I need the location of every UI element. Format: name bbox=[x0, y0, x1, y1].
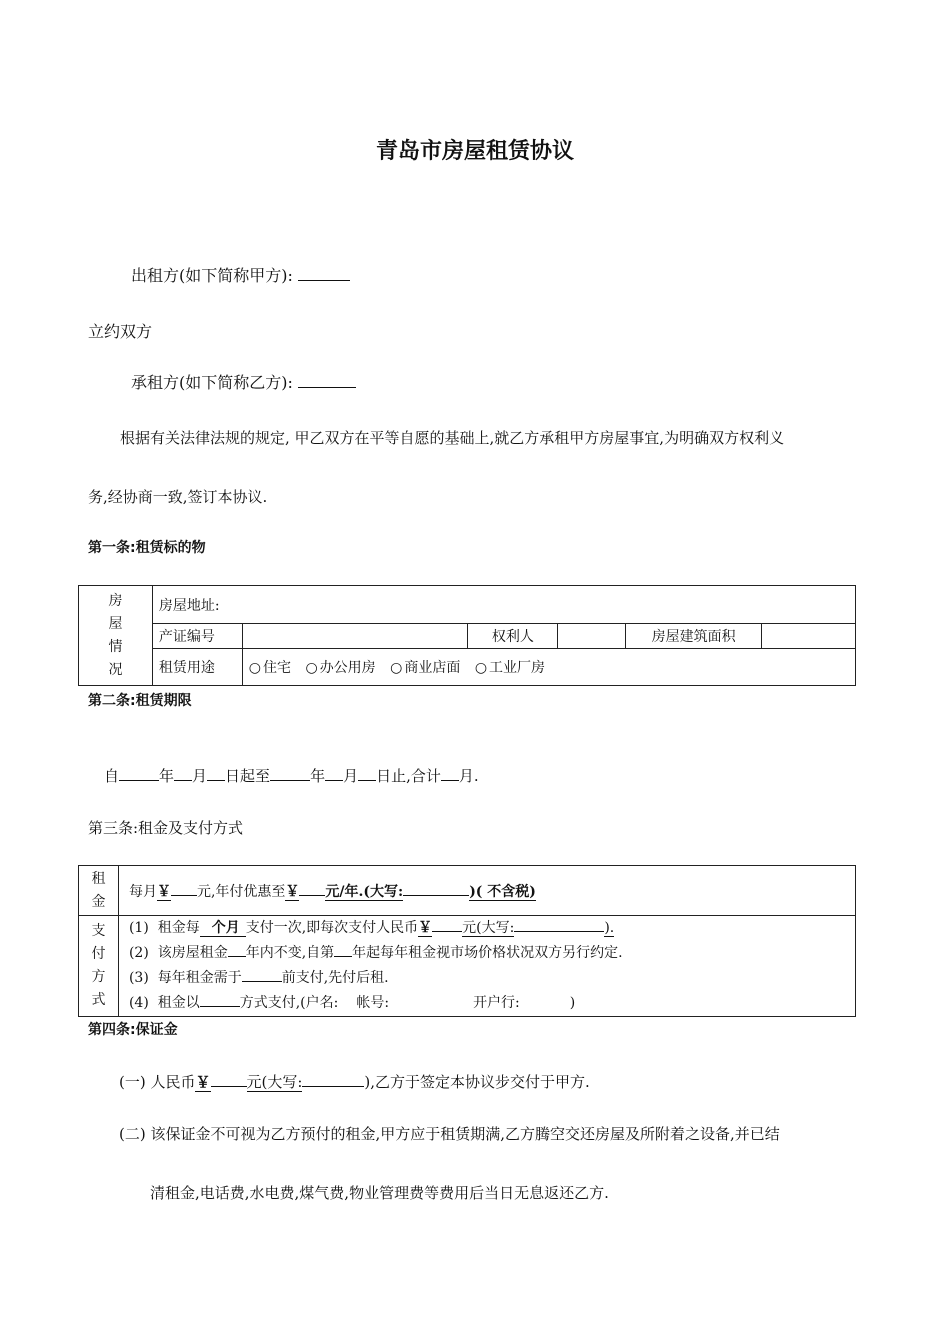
use-label: 租赁用途 bbox=[152, 649, 242, 686]
lessee-blank[interactable] bbox=[298, 371, 356, 388]
lessee-label: 承租方(如下简称乙方): bbox=[131, 373, 293, 392]
term-start-month[interactable] bbox=[174, 765, 192, 781]
item-text: 支付一次,即每次支付人民币 bbox=[245, 920, 419, 936]
item-text: 租金每 bbox=[157, 920, 200, 936]
side-char: 房 bbox=[108, 592, 123, 609]
side-char: 屋 bbox=[108, 615, 123, 632]
term-text: 月 bbox=[343, 767, 359, 785]
article1-heading: 第一条:租赁标的物 bbox=[88, 540, 206, 556]
lessor-label: 出租方(如下简称甲方): bbox=[131, 266, 293, 285]
payment-items bbox=[118, 916, 855, 1017]
item-text: 开户行: bbox=[473, 995, 520, 1011]
parties-group-label: 立约双方 bbox=[88, 322, 153, 341]
term-text: 年 bbox=[159, 767, 175, 785]
deposit-text: ),乙方于签定本协议步交付于甲方. bbox=[364, 1073, 590, 1091]
rent-words-blank[interactable] bbox=[403, 881, 469, 896]
payment-item-4 bbox=[129, 991, 849, 1016]
rent-tax-note: )( 不含税) bbox=[469, 883, 536, 900]
rent-monthly-blank[interactable] bbox=[171, 881, 197, 896]
rent-text: 元,年付优惠至 bbox=[196, 883, 286, 900]
use-options bbox=[242, 649, 855, 686]
payment-item-1 bbox=[129, 916, 849, 941]
side-char: 方 bbox=[91, 969, 106, 985]
use-option-shop[interactable]: ○ 商业店面 bbox=[390, 660, 460, 676]
cert-label: 产证编号 bbox=[152, 624, 242, 649]
term-end-year[interactable] bbox=[270, 765, 310, 781]
deposit-yen: ￥ bbox=[195, 1073, 211, 1091]
side-char: 支 bbox=[91, 923, 106, 939]
term-text: 日起至 bbox=[225, 767, 271, 785]
item-text: 租金以 bbox=[157, 995, 200, 1011]
deposit-text: 元(大写: bbox=[246, 1073, 303, 1091]
item-number: (2) bbox=[128, 945, 149, 961]
article2-heading: 第二条:租赁期限 bbox=[88, 693, 192, 709]
item-number: (1) bbox=[128, 920, 149, 936]
item-text: 帐号: bbox=[356, 995, 390, 1011]
side-char: 金 bbox=[91, 893, 106, 910]
item-text: ) bbox=[569, 995, 576, 1011]
rent-yen: ￥ bbox=[156, 883, 171, 900]
area-label: 房屋建筑面积 bbox=[626, 624, 762, 649]
term-end-month[interactable] bbox=[325, 765, 343, 781]
article4-heading: 第四条:保证金 bbox=[88, 1022, 178, 1038]
term-end-day[interactable] bbox=[358, 765, 376, 781]
page-title: 青岛市房屋租赁协议 bbox=[375, 139, 574, 164]
term-text: 自 bbox=[104, 767, 120, 785]
intro-line-2: 务,经协商一致,签订本协议. bbox=[88, 488, 268, 506]
deposit-line-1 bbox=[119, 1071, 590, 1092]
term-start-year[interactable] bbox=[119, 765, 159, 781]
item-text: 该房屋租金 bbox=[157, 945, 228, 961]
lessee-line bbox=[131, 370, 356, 393]
address-cell[interactable] bbox=[152, 586, 855, 624]
term-text: 月 bbox=[192, 767, 208, 785]
use-option-industrial[interactable]: ○ 工业厂房 bbox=[475, 660, 545, 676]
item-text: 元(大写: bbox=[462, 920, 515, 936]
rent-yearly-blank[interactable] bbox=[299, 881, 325, 896]
owner-label: 权利人 bbox=[468, 624, 558, 649]
term-line bbox=[104, 765, 479, 786]
pay-words-blank[interactable] bbox=[514, 917, 604, 932]
deposit-line-3: 清租金,电话费,水电费,煤气费,物业管理费等费用后当日无息返还乙方. bbox=[150, 1184, 609, 1202]
intro-line-1: 根据有关法律法规的规定, 甲乙双方在平等自愿的基础上,就乙方承租甲方房屋事宜,为明确双方权利义 bbox=[120, 429, 785, 447]
item-text: 前支付,先付后租. bbox=[281, 970, 389, 986]
cert-value[interactable] bbox=[242, 624, 468, 649]
term-text: 年 bbox=[310, 767, 326, 785]
item-text: 年内不变,自第 bbox=[245, 945, 335, 961]
item-yen: ￥ bbox=[418, 920, 433, 936]
term-start-day[interactable] bbox=[207, 765, 225, 781]
deposit-line-2: (二) 该保证金不可视为乙方预付的租金,甲方应于租赁期满,乙方腾空交还房屋及所附着之设备,并已结 bbox=[119, 1125, 780, 1143]
property-table bbox=[78, 585, 856, 686]
side-char: 付 bbox=[91, 946, 106, 962]
rent-text: 每月 bbox=[128, 883, 157, 900]
payment-item-3 bbox=[129, 966, 849, 991]
deposit-words-blank[interactable] bbox=[302, 1071, 364, 1087]
term-total-months[interactable] bbox=[441, 765, 459, 781]
deposit-text: (一) 人民币 bbox=[119, 1073, 196, 1091]
item-text: ). bbox=[604, 920, 615, 936]
side-char: 式 bbox=[91, 992, 106, 1008]
side-char: 租 bbox=[91, 870, 106, 887]
deposit-amount-blank[interactable] bbox=[211, 1071, 247, 1087]
payment-side-label bbox=[79, 916, 119, 1017]
pay-cycle-value[interactable]: 个月 bbox=[200, 920, 246, 937]
rent-text: 元/年.(大写: bbox=[325, 883, 404, 900]
rent-table bbox=[78, 865, 856, 1017]
item-text: 每年租金需于 bbox=[157, 970, 242, 986]
term-text: 日止,合计 bbox=[376, 767, 441, 785]
use-option-office[interactable]: ○ 办公用房 bbox=[305, 660, 375, 676]
article3-heading: 第三条:租金及支付方式 bbox=[88, 819, 244, 837]
property-side-label bbox=[79, 586, 153, 686]
rent-fixed-years-blank[interactable] bbox=[228, 942, 246, 957]
item-number: (4) bbox=[128, 995, 149, 1011]
term-text: 月. bbox=[458, 767, 479, 785]
item-text: 方式支付,(户名: bbox=[239, 995, 339, 1011]
rent-amount-cell bbox=[118, 866, 855, 916]
rent-side-label bbox=[79, 866, 119, 916]
pay-deadline-blank[interactable] bbox=[242, 967, 282, 982]
rent-yen: ￥ bbox=[285, 883, 300, 900]
item-number: (3) bbox=[128, 970, 149, 986]
lessor-line bbox=[131, 263, 350, 286]
payment-item-2 bbox=[129, 941, 849, 966]
rent-review-year-blank[interactable] bbox=[334, 942, 352, 957]
use-option-residential[interactable]: ○ 住宅 bbox=[249, 660, 291, 676]
side-char: 况 bbox=[108, 661, 123, 678]
area-value[interactable] bbox=[762, 624, 856, 649]
lessor-blank[interactable] bbox=[298, 264, 350, 281]
pay-method-blank[interactable] bbox=[200, 992, 240, 1007]
owner-value[interactable] bbox=[558, 624, 626, 649]
side-char: 情 bbox=[108, 638, 123, 655]
pay-amount-blank[interactable] bbox=[432, 917, 462, 932]
address-label: 房屋地址: bbox=[158, 597, 220, 614]
item-text: 年起每年租金视市场价格状况双方另行约定. bbox=[352, 945, 623, 961]
